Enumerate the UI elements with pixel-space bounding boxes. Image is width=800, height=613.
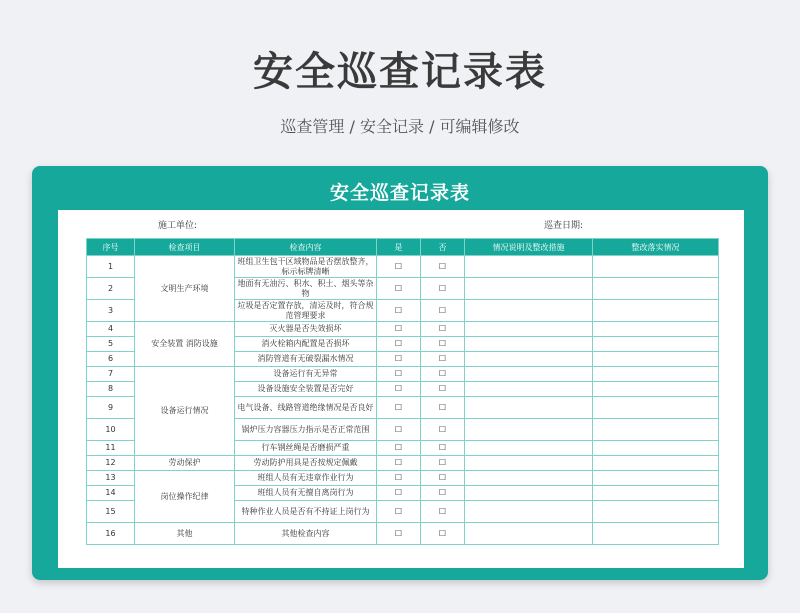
check-content-cell: 地面有无油污、积水、积土、烟头等杂物	[235, 278, 377, 300]
remarks-cell[interactable]	[465, 352, 593, 367]
remarks-cell[interactable]	[465, 441, 593, 456]
yes-checkbox[interactable]: ☐	[377, 256, 421, 278]
form-sheet	[58, 210, 744, 568]
rectification-cell[interactable]	[593, 456, 719, 471]
rectification-cell[interactable]	[593, 419, 719, 441]
check-content-cell: 垃圾是否定置存放，清运及时，符合规范管理要求	[235, 300, 377, 322]
table-row	[87, 471, 719, 486]
remarks-cell[interactable]	[465, 523, 593, 545]
remarks-cell[interactable]	[465, 456, 593, 471]
no-checkbox[interactable]: ☐	[421, 486, 465, 501]
row-number: 15	[87, 501, 135, 523]
row-number: 10	[87, 419, 135, 441]
check-content-cell: 班组卫生包干区域物品是否摆放整齐，标示标牌清晰	[235, 256, 377, 278]
rectification-cell[interactable]	[593, 300, 719, 322]
yes-checkbox[interactable]: ☐	[377, 278, 421, 300]
remarks-cell[interactable]	[465, 419, 593, 441]
remarks-cell[interactable]	[465, 382, 593, 397]
rectification-cell[interactable]	[593, 322, 719, 337]
check-item-cell: 设备运行情况	[135, 367, 235, 456]
yes-checkbox[interactable]: ☐	[377, 441, 421, 456]
rectification-cell[interactable]	[593, 486, 719, 501]
row-number: 6	[87, 352, 135, 367]
check-content-cell: 其他检查内容	[235, 523, 377, 545]
no-checkbox[interactable]: ☐	[421, 419, 465, 441]
no-checkbox[interactable]: ☐	[421, 256, 465, 278]
check-content-cell: 班组人员有无擅自离岗行为	[235, 486, 377, 501]
no-checkbox[interactable]: ☐	[421, 322, 465, 337]
page-subtitle: 巡查管理 / 安全记录 / 可编辑修改	[280, 117, 520, 136]
yes-checkbox[interactable]: ☐	[377, 397, 421, 419]
table-row	[87, 456, 719, 471]
no-checkbox[interactable]: ☐	[421, 456, 465, 471]
row-number: 5	[87, 337, 135, 352]
table-header-row	[87, 239, 719, 256]
row-number: 1	[87, 256, 135, 278]
rectification-cell[interactable]	[593, 352, 719, 367]
check-item-cell: 劳动保护	[135, 456, 235, 471]
yes-checkbox[interactable]: ☐	[377, 501, 421, 523]
page-title: 安全巡查记录表	[253, 49, 547, 95]
rectification-cell[interactable]	[593, 278, 719, 300]
no-checkbox[interactable]: ☐	[421, 441, 465, 456]
row-number: 8	[87, 382, 135, 397]
form-card	[32, 166, 768, 580]
remarks-cell[interactable]	[465, 337, 593, 352]
no-checkbox[interactable]: ☐	[421, 523, 465, 545]
check-item-cell: 安全装置 消防设施	[135, 322, 235, 367]
remarks-cell[interactable]	[465, 471, 593, 486]
yes-checkbox[interactable]: ☐	[377, 419, 421, 441]
table-row	[87, 256, 719, 278]
rectification-cell[interactable]	[593, 397, 719, 419]
yes-checkbox[interactable]: ☐	[377, 382, 421, 397]
no-checkbox[interactable]: ☐	[421, 382, 465, 397]
no-checkbox[interactable]: ☐	[421, 337, 465, 352]
header-cell: 否	[421, 239, 465, 256]
table-row	[87, 367, 719, 382]
yes-checkbox[interactable]: ☐	[377, 352, 421, 367]
check-content-cell: 设备设施安全装置是否完好	[235, 382, 377, 397]
check-content-cell: 灭火器是否失效损坏	[235, 322, 377, 337]
header-cell: 检查项目	[135, 239, 235, 256]
rectification-cell[interactable]	[593, 471, 719, 486]
check-content-cell: 设备运行有无异常	[235, 367, 377, 382]
no-checkbox[interactable]: ☐	[421, 300, 465, 322]
row-number: 9	[87, 397, 135, 419]
row-number: 13	[87, 471, 135, 486]
yes-checkbox[interactable]: ☐	[377, 322, 421, 337]
no-checkbox[interactable]: ☐	[421, 278, 465, 300]
check-content-cell: 特种作业人员是否有不持证上岗行为	[235, 501, 377, 523]
header-cell: 是	[377, 239, 421, 256]
rectification-cell[interactable]	[593, 441, 719, 456]
yes-checkbox[interactable]: ☐	[377, 337, 421, 352]
no-checkbox[interactable]: ☐	[421, 397, 465, 419]
check-item-cell: 其他	[135, 523, 235, 545]
rectification-cell[interactable]	[593, 382, 719, 397]
remarks-cell[interactable]	[465, 278, 593, 300]
header-cell: 序号	[87, 239, 135, 256]
remarks-cell[interactable]	[465, 367, 593, 382]
check-item-cell: 岗位操作纪律	[135, 471, 235, 523]
no-checkbox[interactable]: ☐	[421, 352, 465, 367]
row-number: 12	[87, 456, 135, 471]
yes-checkbox[interactable]: ☐	[377, 367, 421, 382]
row-number: 14	[87, 486, 135, 501]
check-content-cell: 消火栓箱内配置是否损坏	[235, 337, 377, 352]
rectification-cell[interactable]	[593, 256, 719, 278]
rectification-cell[interactable]	[593, 523, 719, 545]
check-item-cell: 文明生产环境	[135, 256, 235, 322]
remarks-cell[interactable]	[465, 300, 593, 322]
no-checkbox[interactable]: ☐	[421, 367, 465, 382]
rectification-cell[interactable]	[593, 501, 719, 523]
yes-checkbox[interactable]: ☐	[377, 456, 421, 471]
yes-checkbox[interactable]: ☐	[377, 486, 421, 501]
table-row	[87, 523, 719, 545]
form-title: 安全巡查记录表	[329, 182, 470, 204]
remarks-cell[interactable]	[465, 486, 593, 501]
construction-unit-label: 施工单位:	[158, 221, 198, 231]
yes-checkbox[interactable]: ☐	[377, 300, 421, 322]
inspection-table	[86, 238, 719, 545]
check-content-cell: 消防管道有无破裂漏水情况	[235, 352, 377, 367]
row-number: 2	[87, 278, 135, 300]
no-checkbox[interactable]: ☐	[421, 471, 465, 486]
row-number: 3	[87, 300, 135, 322]
row-number: 4	[87, 322, 135, 337]
yes-checkbox[interactable]: ☐	[377, 523, 421, 545]
check-content-cell: 行车钢丝绳是否磨损严重	[235, 441, 377, 456]
check-content-cell: 电气设备、线路管道绝缘情况是否良好	[235, 397, 377, 419]
rectification-cell[interactable]	[593, 337, 719, 352]
remarks-cell[interactable]	[465, 397, 593, 419]
row-number: 11	[87, 441, 135, 456]
remarks-cell[interactable]	[465, 501, 593, 523]
remarks-cell[interactable]	[465, 322, 593, 337]
remarks-cell[interactable]	[465, 256, 593, 278]
header-cell: 整改落实情况	[593, 239, 719, 256]
check-content-cell: 班组人员有无违章作业行为	[235, 471, 377, 486]
rectification-cell[interactable]	[593, 367, 719, 382]
check-content-cell: 劳动防护用具是否按规定佩戴	[235, 456, 377, 471]
row-number: 7	[87, 367, 135, 382]
header-cell: 检查内容	[235, 239, 377, 256]
yes-checkbox[interactable]: ☐	[377, 471, 421, 486]
header-cell: 情况说明及整改措施	[465, 239, 593, 256]
check-content-cell: 锅炉压力容器压力指示是否正常范围	[235, 419, 377, 441]
row-number: 16	[87, 523, 135, 545]
no-checkbox[interactable]: ☐	[421, 501, 465, 523]
inspection-date-label: 巡查日期:	[544, 221, 584, 231]
table-row	[87, 322, 719, 337]
